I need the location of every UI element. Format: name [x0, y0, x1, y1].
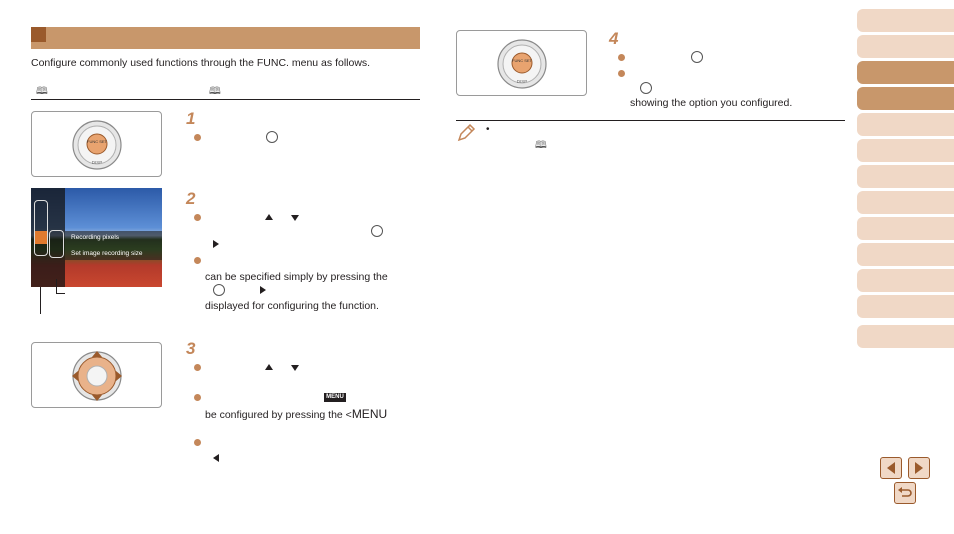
section-title-bar	[31, 27, 420, 49]
side-tab-8[interactable]	[857, 191, 954, 214]
side-tab-6[interactable]	[857, 139, 954, 162]
next-arrow-icon	[915, 462, 923, 474]
note-divider	[456, 120, 845, 121]
step3-text-b	[205, 407, 387, 421]
up-arrow-icon	[265, 364, 273, 370]
step4-bullet-1	[618, 54, 625, 61]
screen-item-2: Set image recording size	[71, 250, 143, 257]
screen-option-frame	[49, 230, 64, 258]
step1-bullet	[194, 134, 201, 141]
prev-arrow-icon	[887, 462, 895, 474]
title-marker	[31, 27, 46, 42]
book-icon: 🕮	[209, 86, 221, 97]
step4-text-c: showing the option you configured.	[630, 97, 793, 109]
side-tab-13[interactable]	[857, 325, 954, 348]
step3-menu-word: MENU	[351, 407, 388, 421]
right-arrow-icon	[260, 286, 266, 294]
step2-bullet-1	[194, 214, 201, 221]
right-arrow-icon	[213, 240, 219, 248]
side-tab-3[interactable]	[857, 61, 954, 84]
down-arrow-icon	[291, 215, 299, 221]
return-icon	[897, 486, 913, 500]
func-set-icon	[691, 51, 703, 63]
step1-illustration	[31, 111, 162, 177]
step3-bullet-3	[194, 439, 201, 446]
step1-number: 1	[186, 109, 196, 128]
side-tab-9[interactable]	[857, 217, 954, 240]
callout-line	[40, 287, 41, 314]
side-tab-7[interactable]	[857, 165, 954, 188]
control-dial-illustration	[457, 31, 588, 97]
book-icon: 🕮	[535, 140, 547, 151]
step3-bullet-2	[194, 394, 201, 401]
prev-page-button[interactable]	[880, 457, 902, 479]
func-set-icon	[640, 82, 652, 94]
pencil-icon	[456, 123, 476, 146]
side-tab-2[interactable]	[857, 35, 954, 58]
control-dial-illustration	[32, 112, 163, 178]
step3-text-b-main: be configured by pressing the <	[205, 409, 352, 421]
callout-line	[56, 293, 65, 294]
note-bullet: •	[486, 124, 490, 135]
step3-bullet-1	[194, 364, 201, 371]
side-tab-12[interactable]	[857, 295, 954, 318]
step4-number: 4	[609, 29, 619, 48]
side-tab-10[interactable]	[857, 243, 954, 266]
left-arrow-icon	[213, 454, 219, 462]
step3-number: 3	[186, 339, 196, 358]
side-tab-11[interactable]	[857, 269, 954, 292]
step4-bullet-2	[618, 70, 625, 77]
intro-text: Configure commonly used functions through the FUNC. menu as follows.	[31, 57, 371, 69]
step2-text-b: can be specified simply by pressing the	[205, 271, 388, 283]
selected-option-icon	[35, 231, 47, 244]
control-dial-arrows-illustration	[32, 343, 163, 409]
camera-screen-photo	[31, 188, 162, 287]
side-tab-5[interactable]	[857, 113, 954, 136]
next-page-button[interactable]	[908, 457, 930, 479]
book-icon: 🕮	[36, 86, 48, 97]
side-tab-4[interactable]	[857, 87, 954, 110]
screen-item-1: Recording pixels	[71, 234, 120, 241]
step3-illustration	[31, 342, 162, 408]
reference-row	[31, 83, 420, 100]
screen-menu-frame	[34, 200, 48, 256]
callout-line	[56, 279, 57, 294]
dial-center-label: FUNC SET	[87, 139, 107, 144]
step2-number: 2	[186, 189, 196, 208]
dial-center-label: FUNC SET	[512, 58, 532, 63]
dial-bottom-label: DISP	[91, 160, 103, 165]
dial-bottom-label: DISP	[516, 79, 528, 84]
up-arrow-icon	[265, 214, 273, 220]
func-set-icon	[266, 131, 278, 143]
step2-bullet-2	[194, 257, 201, 264]
func-set-icon	[371, 225, 383, 237]
step4-illustration	[456, 30, 587, 96]
down-arrow-icon	[291, 365, 299, 371]
step2-text-d: displayed for configuring the function.	[205, 300, 379, 312]
func-set-icon	[213, 284, 225, 296]
return-button[interactable]	[894, 482, 916, 504]
side-tab-1[interactable]	[857, 9, 954, 32]
menu-button-icon: MENU	[324, 393, 346, 402]
